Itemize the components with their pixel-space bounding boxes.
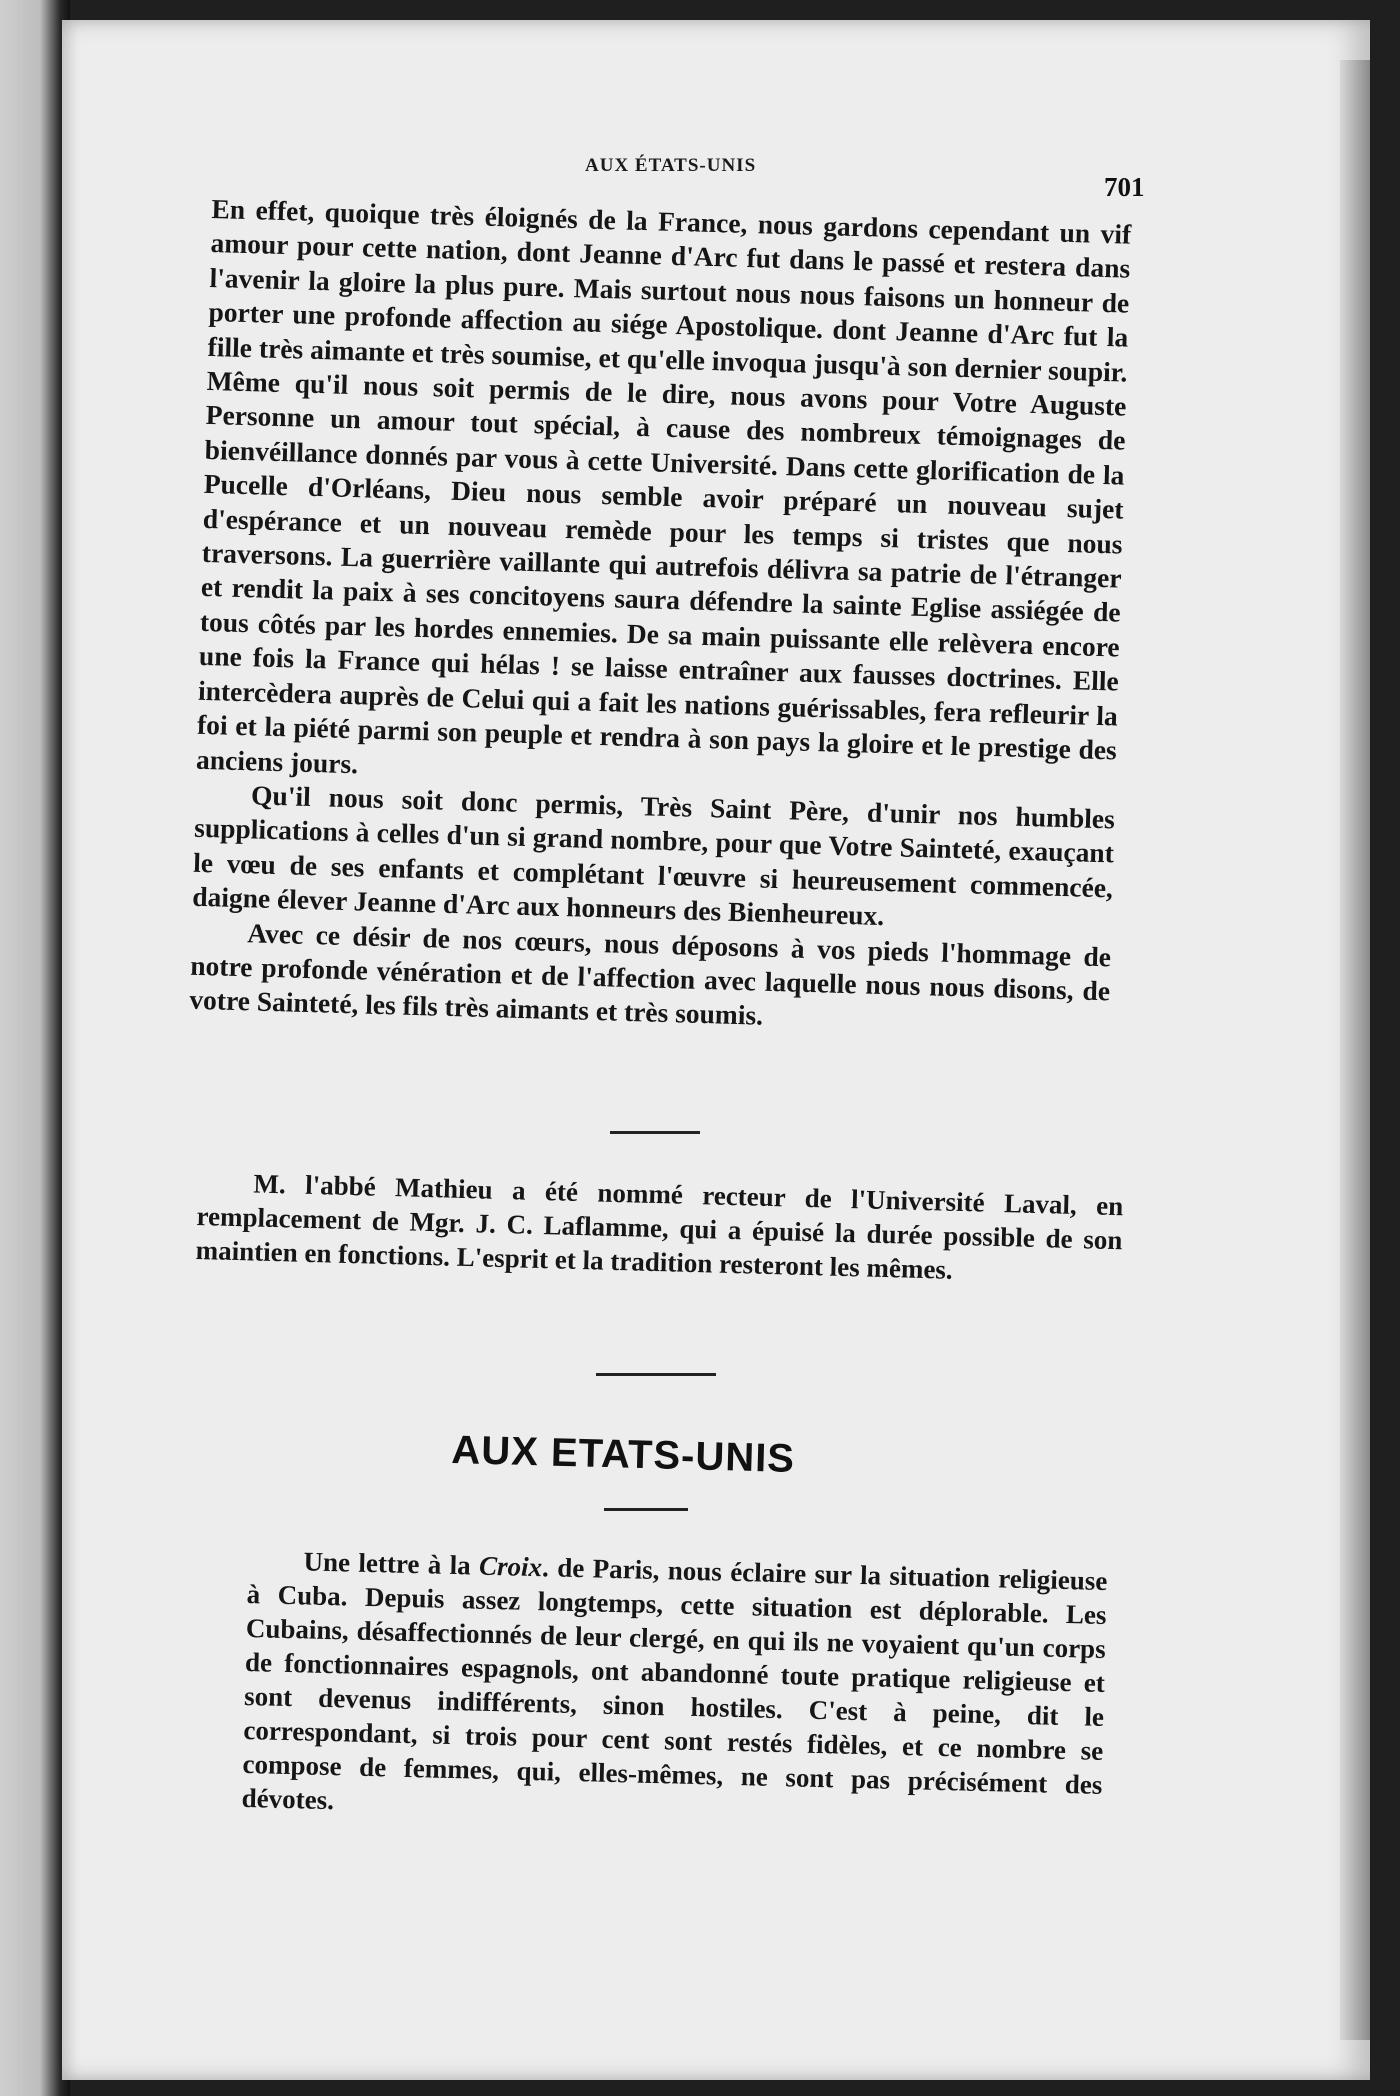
section-paragraph-rest: . de Paris, nous éclaire sur la situation religieuse à Cuba. Depuis assez longtemps, cette situation est déplorable. Les Cubains, désaffectionnés de leur clergé, en qui ils ne voyaient qu'un corps de fonctionnaires espagnols, ont abandonné toute pratique religieuse et sont devenus indifférents, sinon hostiles. C'est à peine, dit le correspondant, si trois pour cent sont restés fidèles, et ce nombre se compose de femmes, qui, elles-mêmes, ne sont pas précisément des dévotes. [241, 1552, 1108, 1816]
newspaper-title: Croix [478, 1550, 543, 1583]
page-number: 701 [1104, 172, 1145, 202]
notice-paragraph: M. l'abbé Mathieu a été nommé recteur de l'Université Laval, en remplacement de Mgr. J. C. Laflamme, qui a épuisé la durée possible de son maintien en fonctions. L'esprit et la tradition resteront les mêmes. [195, 1168, 1124, 1285]
section-divider [596, 1373, 716, 1376]
scan-left-edge [0, 0, 70, 2096]
section-paragraph-start: Une lettre à la [303, 1546, 480, 1581]
letter-paragraph: Qu'il nous soit donc permis, Très Saint Père, d'unir nos humbles supplications à celles d'un si grand nombre, pour que Votre Sainteté, exauçant le vœu de ses enfants et complétant l'œuvre si heureusement commencée, daigne élever Jeanne d'Arc aux honneurs des Bienheureux. [191, 779, 1116, 932]
letter-paragraph: En effet, quoique très éloignés de la France, nous gardons cependant un vif amour pour cette nation, dont Jeanne d'Arc fut dans le passé et restera dans l'avenir la gloire la plus pure. Mais surtout nous nous faisons un honneur de porter une profonde affection au siége Apostolique. dont Jeanne d'Arc fut la fille très aimante et très soumise, et qu'elle invoqua jusqu'à son dernier soupir. Même qu'il nous soit permis de le dire, nous avons pour Votre Auguste Personne un amour tout spécial, à cause des nombreux témoignages de bienvéillance donnés par vous à cette Université. Dans cette glorification de la Pucelle d'Orléans, Dieu nous semble avoir préparé un nouveau sujet d'espérance et un nouveau remède pour les temps si tristes que nous traversons. La guerrière vaillante qui autrefois délivra sa patrie de l'étranger et rendit la paix à ses concitoyens saura défendre la sainte Eglise assiégée de tous côtés par les hordes ennemies. De sa main puissante elle relèvera encore une fois la France qui hélas ! se laisse entraîner aux fausses doctrines. Elle intercèdera auprès de Celui qui a fait les nations guérissables, fera refleurir la foi et la piété parmi son peuple et rendra à son pays la gloire et le prestige des anciens jours. [195, 192, 1132, 779]
page-gutter-shadow [1340, 60, 1370, 2040]
section-text [241, 1543, 1107, 1836]
heading-underline [604, 1508, 688, 1511]
letter-text [189, 192, 1132, 1043]
running-head: AUX ÉTATS-UNIS [585, 155, 757, 176]
section-paragraph [241, 1543, 1107, 1836]
section-divider [610, 1131, 700, 1134]
section-heading: AUX ETATS-UNIS [450, 1428, 796, 1481]
letter-paragraph: Avec ce désir de nos cœurs, nous déposons à vos pieds l'hommage de notre profonde vénération et de l'affection avec laquelle nous nous disons, de votre Sainteté, les fils très aimants et très soumis. [189, 916, 1112, 1032]
